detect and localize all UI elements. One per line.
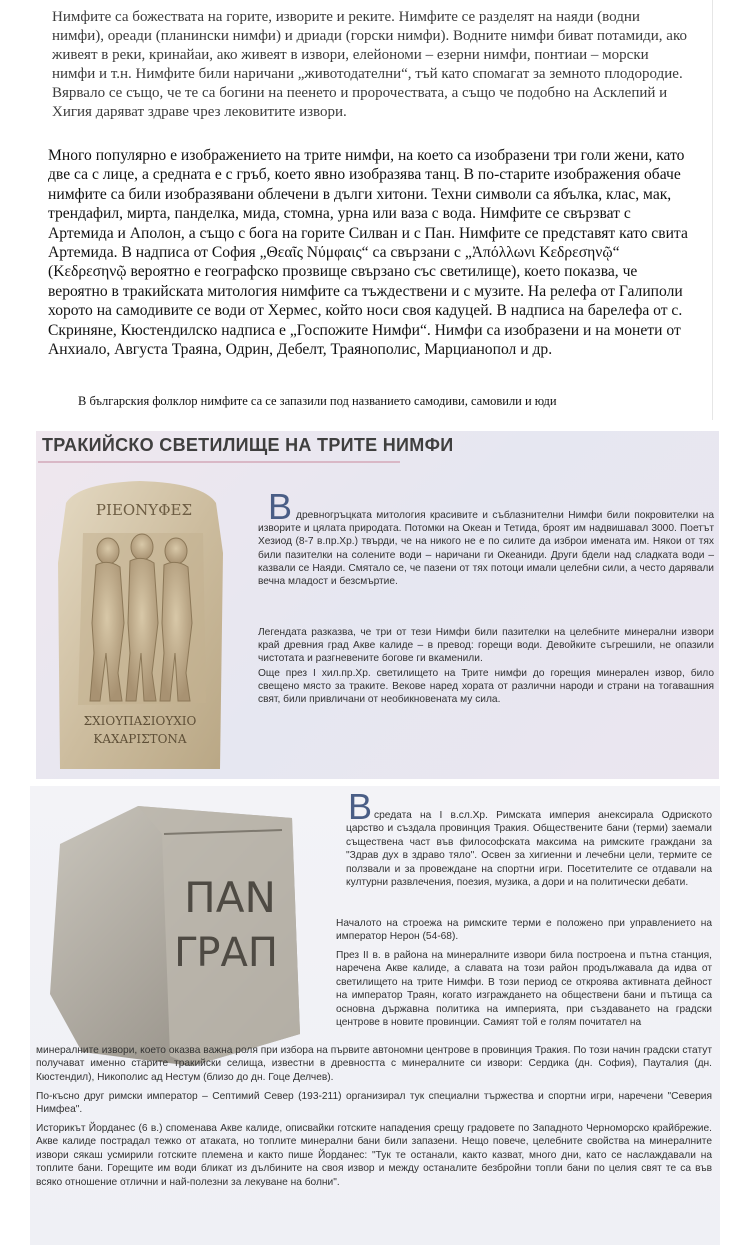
title-underline xyxy=(38,461,400,463)
sanctuary-text-1: древногръцката митология красивите и съблазнителни Нимфи били покровителки на изворите и цялата природата. Потомки на Океан и Тетида, броят им надвишавал 3000. Поетът Хезиод (8-7 в.пр.Хр.) твърди, че на никого не е по силите да изброи имената им. Някои от тях били пазителки на солените води – наричани ги Океаниди. Други бдели над сладката води – казвали се Наяди. Смятало се, че пазени от тях потоци имали целебни сили, а често дарявали вечна младост и безсмъртие. xyxy=(258,510,714,588)
intro-paragraph-1: Нимфите са божествата на горите, изворите и реките. Нимфите се разделят на наяди (водни нимфи), ореади (планински нимфи) и дриади (горски нимфи). Водните нимфи биват потамиди, ако живеят в реки, кринайаи, ако живеят в извори, елейономи – езерни нимфи, понтиаи – морски нимфи и т.н. Нимфите били наричани „животодателни“, тъй като спомагат за земното плодородие. Вярвало се също, че те са богини на пеенето и пророчествата, а също че подобно на Асклепий и Хигия даряват здраве чрез лековитите извори. xyxy=(52,9,687,120)
stone-inscription-line-1: ΠΑΝ xyxy=(184,873,276,922)
baths-text-3b: минералните извори, което оказва важна роля при избора на първите автономни центрове в провинция Тракия. По този начин градски статут получават именно старите тракийски селища, известни в древността с минералните си извори: Сердика (дн. София), Пауталия (дн. Кюстендил), Никополис ад Нестум (близо до дн. Гоце Делчев). xyxy=(36,1045,712,1083)
inscribed-stone-image xyxy=(42,794,304,1072)
sanctuary-text-3: Още през I хил.пр.Хр. светилището на Трите нимфи до горещия минерален извор, било свещено място за траките. Векове наред хората от различни народи и страни на тогавашния свят, били привличани от необикновената му сила. xyxy=(258,668,714,706)
intro-paragraph-2: Много популярно е изображението на трите нимфи, на което са изобразени три голи жени, като две са с лице, а средната е с гръб, което явно изобразява танц. В по-старите изображения обаче нимфите са били изобразявани облечени в дълги хитони. Техни символи са ябълка, клас, мак, трендафил, мирта, панделка, мида, стомна, урна или ваза с вода. Нимфите се свързват с Артемида и Аполон, а също с бога на горите Силван и с Пан. Нимфите се представят като свита Артемида. В надписа от София „Θεαῖς Νύμφαις“ са свързани с „Ἀπόλλωνι Κεδρεσηνῷ“ (Κεδρεσηνῷ вероятно е географско прозвище свързано със светилище), което показва, че вероятно в тракийската митология нимфите са тъждествени и с музите. На релефа от Галиполи хорото на самодивите се води от Хермес, който носи своя кадуцей. В надписа на барелефа от с. Скриняне, Кюстендилско надписа е „Госпожите Нимфи“. Нимфи са изобразени и на монети от Анхиало, Августа Траяна, Одрин, Дебелт, Траянополис, Марцианопол и др. xyxy=(48,147,688,359)
divider-line xyxy=(712,0,713,420)
baths-text-2: Началото на строежа на римските терми е положено при управлението на император Нерон (54-68). xyxy=(336,918,712,943)
dropcap-letter: В xyxy=(268,486,293,527)
baths-text-3: През II в. в района на минералните извори била построена и пътна станция, наречена Акве калиде, а славата на този район продължавала да идва от светилището на трите Нимфи. В този период се откроява активната дейност на император Траян, когато изграждането на обществени бани и пътища са основна държавна политика на империята, при създаването на градски центрове в новите провинции. Самият той е голям почитател на xyxy=(336,950,712,1029)
baths-text-5: Историкът Йорданес (6 в.) споменава Акве калиде, описвайки готските нападения срещу градовете по Западното Черноморско крайбрежие. Акве калиде пострадал тежко от атаката, но топлите минерални бани били запазени. Нещо повече, целебните свойства на минералните извори сякаш усмирили готските племена и както пише Йорданес: "Тук те останали, както казват, много дни, като се наслаждавали на топлите бани. Горещите им води бликат из дълбините на своя извор и между останалите безбройни топли бани по целия свят те са във всяко отношение отлични и най-полезни за лекуване на болни". xyxy=(36,1123,712,1188)
sanctuary-text-2: Легендата разказва, че три от тези Нимфи били пазителки на целебните минерални извори край древния град Акве калиде – в превод: горещи води. Девойките съгрешили, не опазили чистотата и разгневените богове ги вкаменили. xyxy=(258,627,714,665)
stele-bottom-inscription-2: ΚΑΧΑΡΙΣΤΟΝΑ xyxy=(93,732,187,746)
three-nymphs-relief-image xyxy=(38,473,243,773)
roman-baths-panel xyxy=(30,786,720,1245)
stele-top-inscription: ΡΙΕΟΝΥΦΕΣ xyxy=(95,501,193,519)
sanctuary-title: ТРАКИЙСКО СВЕТИЛИЩЕ НА ТРИТЕ НИМФИ xyxy=(42,435,454,455)
dropcap-letter-2: В xyxy=(348,786,373,827)
stone-inscription-line-2: ΓΡΑΠ xyxy=(174,930,278,976)
baths-text-1: средата на I в.сл.Хр. Римската империя анексирала Одриското царство и създала провинция Тракия. Обществените бани (терми) заемали съществена част във философската максима на римските граждани за "Здрав дух в здраво тяло". Освен за хигиенни и лечебни цели, термите се ползвали и за провеждане на спортни игри. Посетителите се отдавали на културни развлечения, поезия, музика, а дори и на политически дебати. xyxy=(346,810,712,889)
stele-bottom-inscription-1: ΣΧΙΟΥΠΑΣΙΟΥΧΙΟ xyxy=(83,714,197,728)
baths-text-4: По-късно друг римски император – Септимий Север (193-211) организирал тук специални тържества и спортни игри, наречени "Северия Нимфеа". xyxy=(36,1091,712,1116)
sanctuary-panel xyxy=(36,431,719,779)
folklore-caption: В българския фолклор нимфите са се запазили под названието самодиви, самовили и юди xyxy=(78,394,557,408)
